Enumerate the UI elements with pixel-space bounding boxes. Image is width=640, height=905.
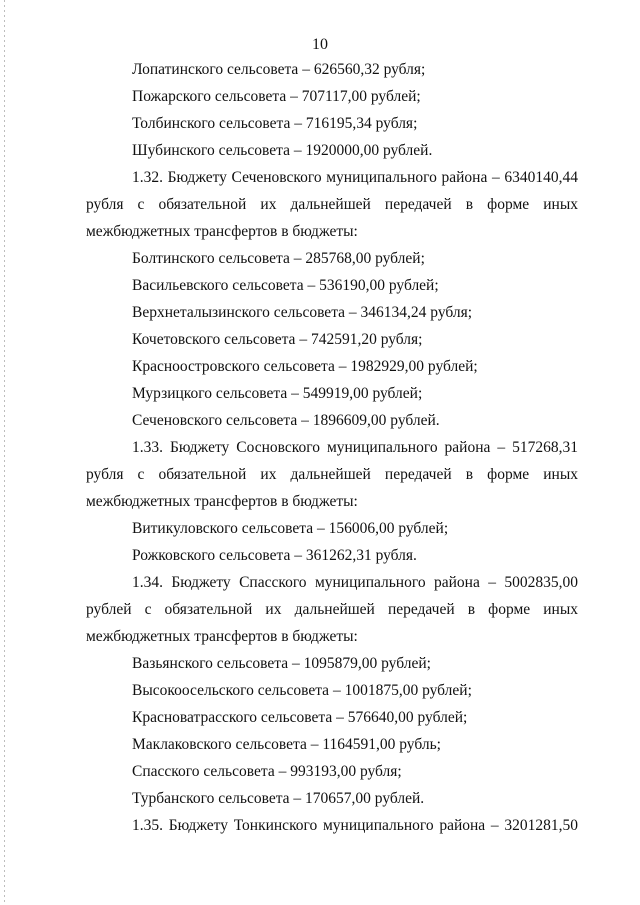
text-line: Болтинского сельсовета – 285768,00 рублей; [132,250,425,267]
text-line: Спасского сельсовета – 993193,00 рубля; [132,763,402,780]
text-line: Маклаковского сельсовета – 1164591,00 рубль; [132,736,441,753]
text-line: Турбанского сельсовета – 170657,00 рублей. [132,790,425,807]
page-number: 10 [312,36,328,53]
text-line: рублей с обязательной их дальнейшей передачей в форме иных [86,601,578,618]
text-line: Красноватрасского сельсовета – 576640,00 рублей; [132,709,468,726]
text-line: межбюджетных трансфертов в бюджеты: [86,628,358,645]
text-line: Мурзицкого сельсовета – 549919,00 рублей; [132,385,423,402]
document-body [86,56,578,839]
text-line: Пожарского сельсовета – 707117,00 рублей; [132,88,421,105]
text-line: 1.35. Бюджету Тонкинского муниципального района – 3201281,50 [132,817,578,834]
text-line: межбюджетных трансфертов в бюджеты: [86,223,358,240]
text-line: рубля с обязательной их дальнейшей передачей в форме иных [86,196,578,213]
text-line: Васильевского сельсовета – 536190,00 рублей; [132,277,439,294]
text-line: Лопатинского сельсовета – 626560,32 рубля; [132,61,426,78]
text-line: рубля с обязательной их дальнейшей передачей в форме иных [86,466,578,483]
text-line: Вазьянского сельсовета – 1095879,00 рублей; [132,655,431,672]
text-line: Красноостровского сельсовета – 1982929,00 рублей; [132,358,478,375]
text-line: Высокоосельского сельсовета – 1001875,00 рублей; [132,682,472,699]
text-line: 1.32. Бюджету Сеченовского муниципального района – 6340140,44 [132,169,578,186]
text-line: 1.33. Бюджету Сосновского муниципального района – 517268,31 [132,439,578,456]
text-line: 1.34. Бюджету Спасского муниципального района – 5002835,00 [132,574,578,591]
text-line: Рожковского сельсовета – 361262,31 рубля. [132,547,417,564]
scan-edge-line [4,0,5,905]
text-line: Сеченовского сельсовета – 1896609,00 рублей. [132,412,440,429]
text-line: Верхнеталызинского сельсовета – 346134,24 рубля; [132,304,473,321]
text-line: межбюджетных трансфертов в бюджеты: [86,493,358,510]
text-line: Толбинского сельсовета – 716195,34 рубля; [132,115,418,132]
text-line: Витикуловского сельсовета – 156006,00 рублей; [132,520,449,537]
text-line: Кочетовского сельсовета – 742591,20 рубля; [132,331,423,348]
text-line: Шубинского сельсовета – 1920000,00 рублей. [132,142,433,159]
